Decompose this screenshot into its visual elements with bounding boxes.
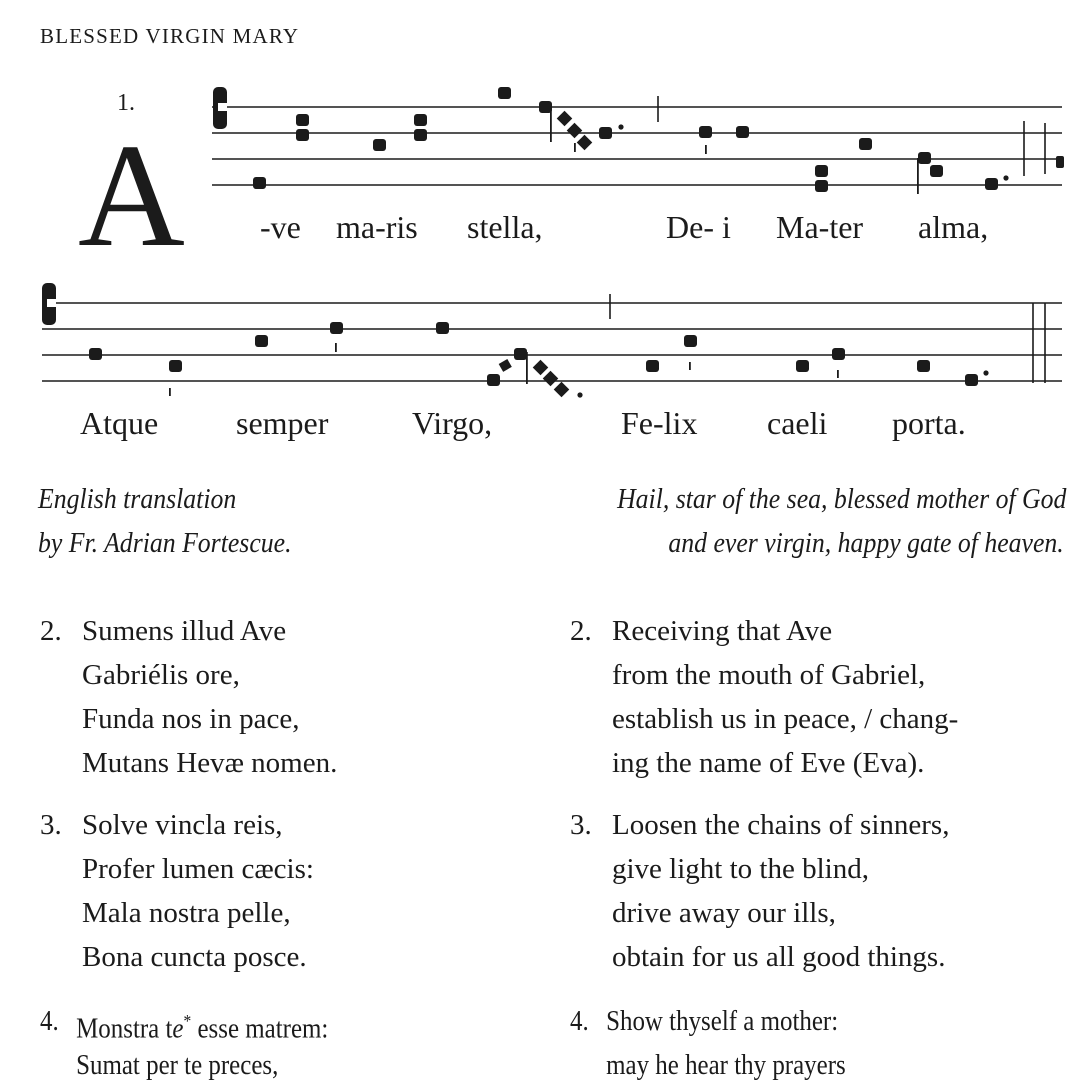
lyric-syllable: -ve (260, 209, 301, 245)
lyric-syllable: Fe-lix (621, 405, 698, 441)
verse1-translation-line1: Hail, star of the sea, blessed mother of God (616, 484, 1066, 515)
stanza-3-latin (40, 803, 520, 983)
stanza-line: Show thyself a mother: (606, 1005, 839, 1037)
stanza-4-latin (40, 999, 522, 1089)
lyric-syllable: Atque (80, 405, 159, 441)
lyric-syllable: Virgo, (412, 405, 493, 441)
lyric-syllable: De- i (666, 209, 731, 245)
translation-credit-line2: by Fr. Adrian Fortescue. (38, 528, 292, 559)
lyric-syllable: caeli (767, 405, 828, 441)
stanza-2-latin (40, 609, 520, 789)
stanza-line: from the mouth of Gabriel, (612, 659, 926, 691)
stanza-line: may he hear thy prayers (606, 1049, 846, 1081)
stanza-line: Solve vincla reis, (82, 809, 283, 841)
stanza-number: 2. (40, 615, 62, 647)
lyric-syllable: semper (236, 405, 329, 441)
c-clef-icon (213, 87, 227, 129)
stanza-number: 2. (570, 615, 592, 647)
stanza-line: Profer lumen cæcis: (82, 853, 314, 885)
stanza-line: give light to the blind, (612, 853, 869, 885)
stanza-line: obtain for us all good things. (612, 941, 946, 973)
stanza-line: Sumat per te preces, (76, 1049, 279, 1081)
stanza-line: Receiving that Ave (612, 615, 833, 647)
stanza-line: drive away our ills, (612, 897, 836, 929)
neumes (89, 322, 989, 398)
stanza-text: esse matrem: (191, 1012, 329, 1045)
stanza-line: Mala nostra pelle, (82, 897, 291, 929)
lyric-syllable: Ma-ter (776, 209, 864, 245)
stanza-line: Sumens illud Ave (82, 615, 287, 647)
stanza-line: Funda nos in pace, (82, 703, 300, 735)
lyric-syllable: stella, (467, 209, 543, 245)
verse1-translation-line2: and ever virgin, happy gate of heaven. (668, 528, 1064, 559)
stanza-number: 4. (570, 1005, 589, 1037)
stanza-number: 4. (40, 1005, 59, 1037)
asterisk-mark: * (183, 1011, 192, 1031)
stanza-line: Gabriélis ore, (82, 659, 240, 691)
stanza-number: 3. (570, 809, 592, 841)
stanza-emphasis: e (172, 1012, 184, 1045)
stanza-line: establish us in peace, / chang- (612, 703, 959, 735)
section-header: BLESSED VIRGIN MARY (40, 24, 300, 48)
lyric-syllable: ma-ris (336, 209, 418, 245)
stanza-3-english (570, 803, 1070, 983)
chant-staff-2 (0, 270, 1080, 420)
drop-cap-initial: A (78, 114, 185, 278)
stanza-line: Bona cuncta posce. (82, 941, 307, 973)
verse-number: 1. (117, 90, 135, 116)
translation-credit-line1: English translation (38, 484, 237, 515)
stanza-line: Mutans Hevæ nomen. (82, 747, 338, 779)
stanza-text: Monstra t (76, 1012, 173, 1045)
stanza-line: ing the name of Eve (Eva). (612, 747, 925, 779)
c-clef-icon (42, 283, 56, 325)
lyric-syllable: alma, (918, 209, 989, 245)
stanza-number: 3. (40, 809, 62, 841)
stanza-2-english (570, 609, 1070, 789)
lyric-syllable: porta. (892, 405, 966, 441)
stanza-line (76, 999, 328, 1043)
stanza-4-english (570, 999, 1052, 1089)
stanza-line: Loosen the chains of sinners, (612, 809, 950, 841)
